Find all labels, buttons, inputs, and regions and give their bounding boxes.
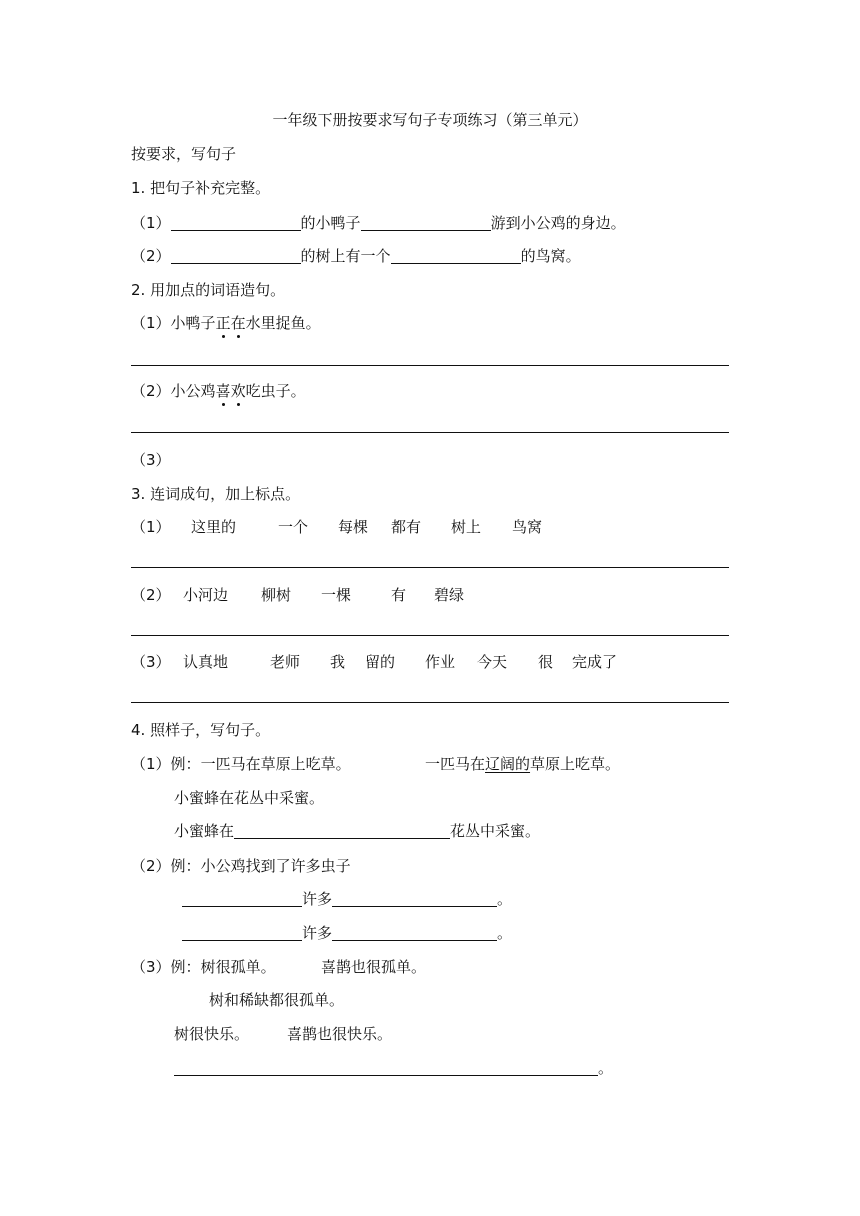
q2-heading: 2. 用加点的词语造句。 <box>131 281 286 299</box>
q4-item-2-fill-1-end: 。 <box>497 890 513 908</box>
q2-item-2-text-pre: 小公鸡 <box>170 382 216 400</box>
q1-item-2 <box>131 246 581 268</box>
q3-item-1-word-3: 每棵 <box>338 518 369 536</box>
q4-item-2-fill-1 <box>182 889 512 911</box>
q4-item-1-example-label: 例： <box>170 755 201 773</box>
q4-item-2-fill-2-blank-1[interactable] <box>182 924 302 941</box>
q4-item-3-example <box>131 957 276 979</box>
q1-item-1-text-mid: 的小鸭子 <box>300 214 361 232</box>
q4-heading: 4. 照样子，写句子。 <box>131 721 271 739</box>
q3-item-1-answer-line[interactable] <box>131 567 729 568</box>
q2-item-1-number: （1） <box>131 314 171 332</box>
q3-item-3-word-5: 作业 <box>425 653 456 671</box>
q4-item-3-task-sentence-a: 树很快乐。 <box>174 1025 250 1043</box>
q4-item-1-number: （1） <box>131 755 171 773</box>
q2-item-2-dotted-char-1: 喜 <box>215 382 231 400</box>
q4-item-3-task-sentence-b: 喜鹊也很快乐。 <box>287 1025 393 1043</box>
q4-item-1-task-sentence: 小蜜蜂在花丛中采蜜。 <box>174 789 325 807</box>
q4-item-1-example-expanded-post: 草原上吃草。 <box>530 755 621 773</box>
q3-heading: 3. 连词成句，加上标点。 <box>131 485 301 503</box>
q1-item-2-blank-1[interactable] <box>171 247 301 264</box>
q4-item-3-example-label: 例： <box>170 958 201 976</box>
q3-item-3-word-8: 完成了 <box>572 653 618 671</box>
q3-item-3-word-1: 认真地 <box>183 653 229 671</box>
q2-item-1-text-post: 水里捉鱼。 <box>245 314 321 332</box>
q4-item-2-fill-2-end: 。 <box>497 924 513 942</box>
q4-item-3-example-sentence-b: 喜鹊也很孤单。 <box>321 958 427 976</box>
q3-item-1-number: （1） <box>131 518 171 536</box>
q3-item-2-word-2: 柳树 <box>261 586 292 604</box>
q2-item-2-dotted-char-2: 欢 <box>230 382 246 400</box>
q1-item-1-number: （1） <box>131 214 171 232</box>
q2-item-2-text-post: 吃虫子。 <box>245 382 306 400</box>
q4-item-2-example <box>131 856 351 878</box>
q3-item-3-number: （3） <box>131 653 171 671</box>
q2-item-3-number: （3） <box>131 451 171 469</box>
q3-item-2-word-4: 有 <box>391 586 407 604</box>
q4-item-2-fill-2 <box>182 923 512 945</box>
q3-item-3-word-6: 今天 <box>477 653 508 671</box>
q2-item-1-dotted-char-1: 正 <box>215 314 231 332</box>
q3-item-1-word-6: 鸟窝 <box>512 518 543 536</box>
q4-item-3-blank[interactable] <box>174 1059 598 1076</box>
q1-item-2-blank-2[interactable] <box>391 247 521 264</box>
q1-item-1-blank-1[interactable] <box>171 214 301 231</box>
q3-item-3-answer-line[interactable] <box>131 702 729 703</box>
q2-item-1-answer-line[interactable] <box>131 365 729 366</box>
q4-item-1-example-underlined-word: 辽阔的 <box>485 755 531 773</box>
q2-item-1-dotted-char-2: 在 <box>230 314 246 332</box>
q4-item-1-example <box>131 754 351 776</box>
q4-item-1-example-expanded <box>425 754 620 776</box>
q2-item-2 <box>131 381 306 403</box>
q4-item-3-fill <box>174 1058 613 1080</box>
q4-item-2-fill-2-blank-2[interactable] <box>332 924 497 941</box>
q1-item-1-text-end: 游到小公鸡的身边。 <box>490 214 626 232</box>
q2-item-2-number: （2） <box>131 382 171 400</box>
page-title: 一年级下册按要求写句子专项练习（第三单元） <box>272 111 588 129</box>
q3-item-1-word-4: 都有 <box>391 518 422 536</box>
q4-item-2-fill-1-mid: 许多 <box>302 890 333 908</box>
q3-item-1-word-5: 树上 <box>451 518 482 536</box>
q3-item-2-word-5: 碧绿 <box>434 586 465 604</box>
q3-item-1-word-1: 这里的 <box>191 518 237 536</box>
q4-item-1-blank[interactable] <box>234 822 450 839</box>
q1-item-1 <box>131 213 626 235</box>
q2-item-1 <box>131 313 321 335</box>
q1-item-2-number: （2） <box>131 247 171 265</box>
q4-item-3-example-combined: 树和稀缺都很孤单。 <box>209 991 345 1009</box>
q4-item-1-example-original: 一匹马在草原上吃草。 <box>200 755 351 773</box>
q4-item-1-fill <box>174 821 540 843</box>
q3-item-2-number: （2） <box>131 586 171 604</box>
q3-item-3-word-2: 老师 <box>270 653 301 671</box>
q1-heading: 1. 把句子补充完整。 <box>131 179 271 197</box>
q3-item-2-word-3: 一棵 <box>321 586 352 604</box>
q4-item-1-fill-pre: 小蜜蜂在 <box>174 822 235 840</box>
q4-item-3-fill-end: 。 <box>598 1059 614 1077</box>
q4-item-2-example-label: 例： <box>170 857 201 875</box>
q3-item-3-word-3: 我 <box>330 653 346 671</box>
q4-item-2-number: （2） <box>131 857 171 875</box>
q2-item-1-text-pre: 小鸭子 <box>170 314 216 332</box>
q4-item-2-example-sentence: 小公鸡找到了许多虫子 <box>200 857 351 875</box>
q4-item-3-number: （3） <box>131 958 171 976</box>
q1-item-1-blank-2[interactable] <box>361 214 491 231</box>
q3-item-1-word-2: 一个 <box>278 518 309 536</box>
q3-item-3-word-7: 很 <box>538 653 554 671</box>
q3-item-2-word-1: 小河边 <box>183 586 229 604</box>
q1-item-2-text-mid: 的树上有一个 <box>300 247 391 265</box>
q4-item-1-fill-post: 花丛中采蜜。 <box>450 822 541 840</box>
q3-item-2-answer-line[interactable] <box>131 635 729 636</box>
q4-item-2-fill-1-blank-1[interactable] <box>182 890 302 907</box>
q4-item-3-example-sentence-a: 树很孤单。 <box>200 958 276 976</box>
q4-item-1-example-expanded-pre: 一匹马在 <box>425 755 486 773</box>
q2-item-2-answer-line[interactable] <box>131 432 729 433</box>
instructions: 按要求，写句子 <box>131 145 237 163</box>
q4-item-2-fill-1-blank-2[interactable] <box>332 890 497 907</box>
q4-item-2-fill-2-mid: 许多 <box>302 924 333 942</box>
q3-item-3-word-4: 留的 <box>365 653 396 671</box>
q1-item-2-text-end: 的鸟窝。 <box>520 247 581 265</box>
